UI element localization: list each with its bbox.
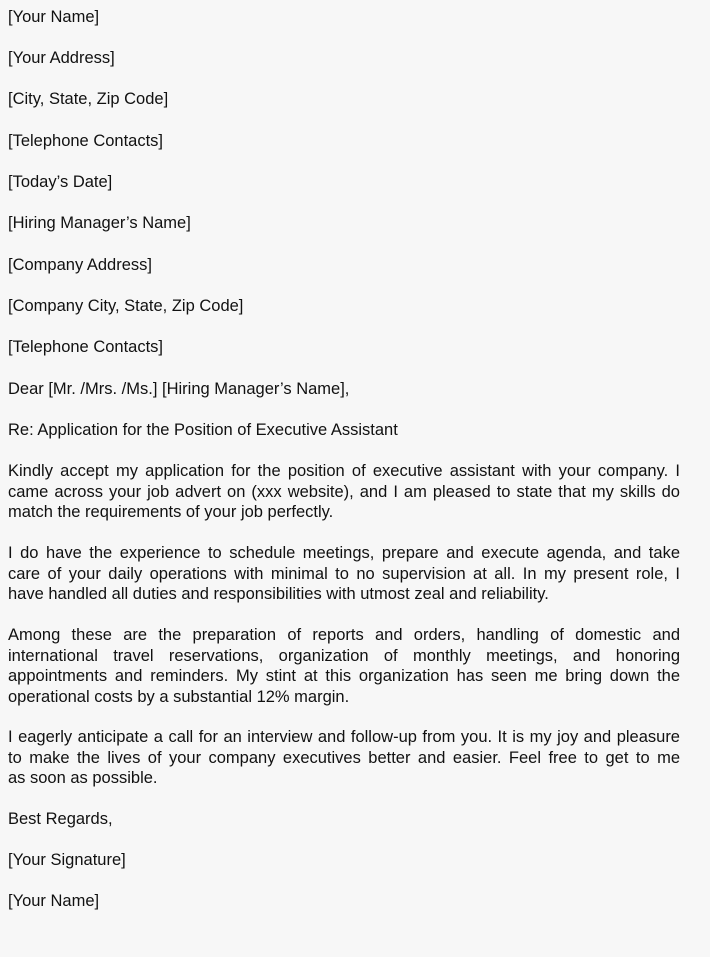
body-line: I do have the experience to schedule meetings, prepare and execute agenda, and take	[8, 544, 680, 562]
body-line: Kindly accept my application for the position of executive assistant with your company. I	[8, 462, 680, 480]
body-line: Among these are the preparation of reports and orders, handling of domestic and	[8, 626, 680, 644]
body-line: as soon as possible.	[8, 769, 158, 787]
body-line: have handled all duties and responsibilities with utmost zeal and reliability.	[8, 585, 549, 603]
body-line: to make the lives of your company executives better and easier. Feel free to get to me	[8, 748, 680, 767]
recipient-city: [Company City, State, Zip Code]	[8, 297, 244, 315]
body-paragraph-1	[8, 461, 680, 523]
body-paragraph-4	[8, 727, 680, 789]
recipient-phone: [Telephone Contacts]	[8, 338, 164, 356]
salutation: Dear [Mr. /Mrs. /Ms.] [Hiring Manager’s Name],	[8, 380, 350, 398]
body-line: appointments and reminders. My stint at this organization has seen me bring down the	[8, 667, 680, 685]
body-line: operational costs by a substantial 12% margin.	[8, 687, 350, 706]
body-line: came across your job advert on (xxx website), and I am pleased to state that my skills do	[8, 482, 680, 501]
signoff-name: [Your Name]	[8, 892, 100, 910]
sender-name: [Your Name]	[8, 8, 100, 26]
body-paragraph-3	[8, 625, 680, 707]
sender-phone: [Telephone Contacts]	[8, 132, 164, 150]
subject-line: Re: Application for the Position of Executive Assistant	[8, 421, 398, 439]
body-line: international travel reservations, organization of monthly meetings, and honoring	[8, 646, 680, 665]
sender-address: [Your Address]	[8, 49, 115, 67]
signature: [Your Signature]	[8, 851, 126, 869]
recipient-address: [Company Address]	[8, 256, 152, 274]
letter-date: [Today’s Date]	[8, 173, 113, 191]
body-paragraph-2	[8, 543, 680, 605]
recipient-name: [Hiring Manager’s Name]	[8, 214, 191, 232]
closing: Best Regards,	[8, 810, 113, 828]
sender-city: [City, State, Zip Code]	[8, 90, 169, 108]
body-line: care of your daily operations with minimal to no supervision at all. In my present role, I	[8, 564, 680, 583]
body-line: match the requirements of your job perfectly.	[8, 503, 334, 521]
body-line: I eagerly anticipate a call for an interview and follow-up from you. It is my joy and pleasure	[8, 728, 680, 746]
